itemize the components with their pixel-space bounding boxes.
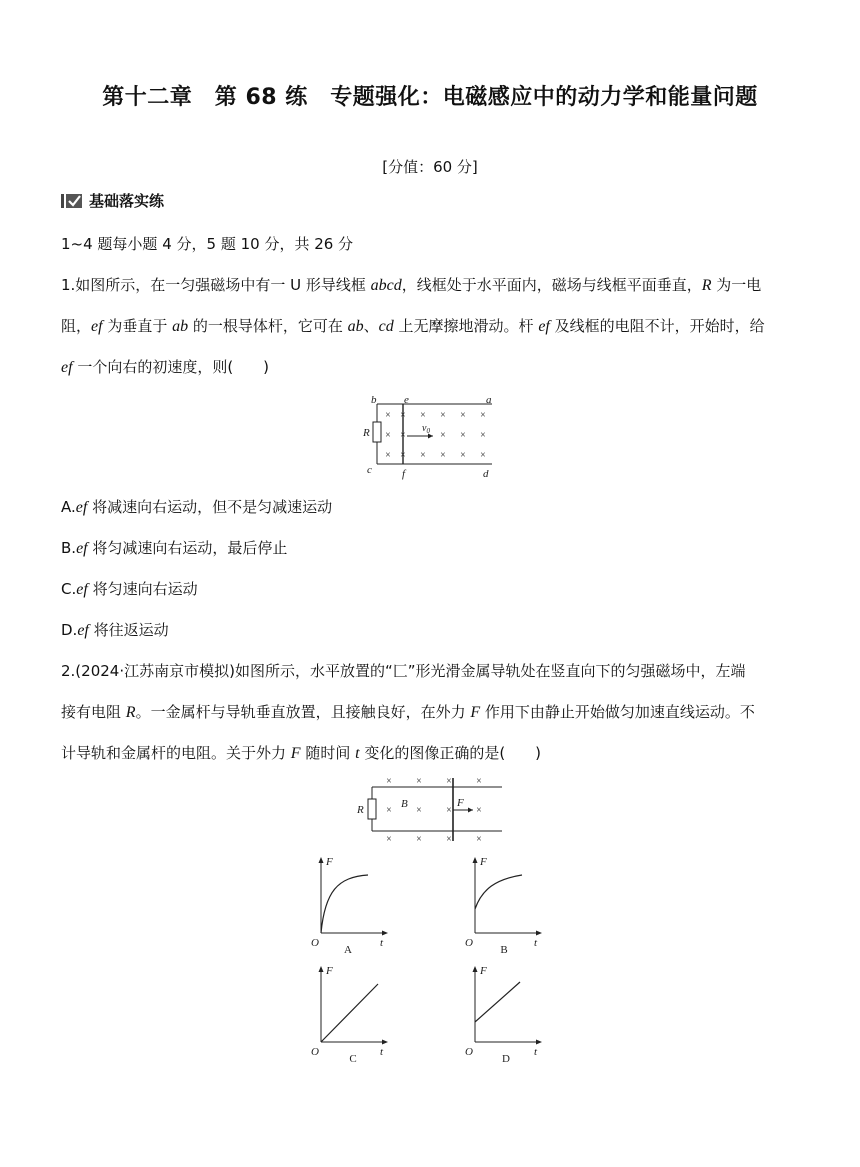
svg-text:×: × [416,805,422,816]
svg-text:O: O [311,1046,319,1058]
svg-text:×: × [446,834,452,845]
q2-line-2: 接有电阻 R。一金属杆与导轨垂直放置，且接触良好，在外力 F 作用下由静止开始做匀加速直线运动。不 [61,703,755,721]
q1-option-a: A.ef 将减速向右运动，但不是匀减速运动 [61,498,333,516]
svg-text:×: × [460,430,466,441]
label-R: R [363,427,370,439]
svg-text:O: O [311,937,319,949]
label-F: F [457,797,464,809]
q1-line-3: ef 一个向右的初速度，则( ) [61,358,270,376]
svg-text:×: × [440,410,446,421]
svg-text:t: t [534,1046,538,1058]
svg-text:×: × [386,805,392,816]
svg-text:×: × [386,776,392,787]
q2-figure [352,775,504,845]
svg-text:×: × [476,776,482,787]
svg-text:v0: $v_0$ [422,423,430,435]
label-f: f [402,468,406,480]
checklist-icon [61,193,83,209]
svg-text:×: × [480,410,486,421]
q2-graph-b [462,853,547,958]
svg-text:F: F [326,856,333,868]
q2-line-1: 2.(2024·江苏南京市模拟)如图所示，水平放置的“匚”形光滑金属导轨处在竖直向下的匀强磁场中，左端 [61,662,746,680]
svg-text:×: × [460,410,466,421]
q1-line-2: 阻，ef 为垂直于 ab 的一根导体杆，它可在 ab、cd 上无摩擦地滑动。杆 ef 及线框的电阻不计，开始时，给 [61,317,765,335]
svg-text:t: t [380,937,384,949]
section-header [61,190,164,211]
q2-line-3: 计导轨和金属杆的电阻。关于外力 F 随时间 t 变化的图像正确的是( ) [61,744,542,762]
q1-option-b: B.ef 将匀减速向右运动，最后停止 [61,539,288,557]
svg-text:t: t [534,937,538,949]
label-a: a [486,394,492,406]
svg-text:F: F [480,856,487,868]
svg-text:×: × [400,410,406,421]
svg-text:D: D [502,1053,510,1065]
section-label: 基础落实练 [89,192,165,210]
q1-option-c: C.ef 将匀速向右运动 [61,580,198,598]
svg-text:×: × [386,834,392,845]
svg-text:×: × [400,450,406,461]
svg-text:×: × [476,805,482,816]
label-b: b [371,394,377,406]
score-label: [分值：60 分] [382,158,478,176]
svg-text:×: × [400,430,406,441]
svg-text:×: × [420,410,426,421]
label-e: e [404,394,409,406]
svg-text:×: × [460,450,466,461]
label-B: B [401,798,408,810]
svg-text:O: O [465,937,473,949]
svg-text:t: t [380,1046,384,1058]
svg-text:×: × [480,450,486,461]
svg-text:×: × [440,430,446,441]
svg-text:×: × [385,450,391,461]
svg-text:×: × [416,834,422,845]
svg-text:×: × [476,834,482,845]
label-c: c [367,464,372,476]
points-note: 1~4 题每小题 4 分，5 题 10 分，共 26 分 [61,235,354,253]
svg-text:×: × [420,450,426,461]
svg-text:×: × [416,776,422,787]
svg-text:×: × [385,430,391,441]
svg-text:C: C [349,1053,357,1065]
svg-text:B: B [500,944,508,956]
svg-text:F: F [480,965,487,977]
q1-figure [360,394,500,480]
page-title: 第十二章 第 68 练 专题强化：电磁感应中的动力学和能量问题 [102,85,758,110]
q1-option-d: D.ef 将往返运动 [61,621,169,639]
q1-line-1: 1.如图所示，在一匀强磁场中有一 U 形导线框 abcd，线框处于水平面内，磁场与线框平面垂直，R 为一电 [61,276,762,294]
svg-text:×: × [480,430,486,441]
q2-graph-d [462,962,547,1067]
svg-text:F: F [326,965,333,977]
svg-text:×: × [440,450,446,461]
svg-text:×: × [446,776,452,787]
q2-graph-c [308,962,393,1067]
svg-text:O: O [465,1046,473,1058]
svg-text:×: × [446,805,452,816]
svg-text:×: × [385,410,391,421]
svg-text:A: A [344,944,352,956]
q2-graph-a [308,853,393,958]
label-R: R [357,804,364,816]
label-d: d [483,468,489,480]
